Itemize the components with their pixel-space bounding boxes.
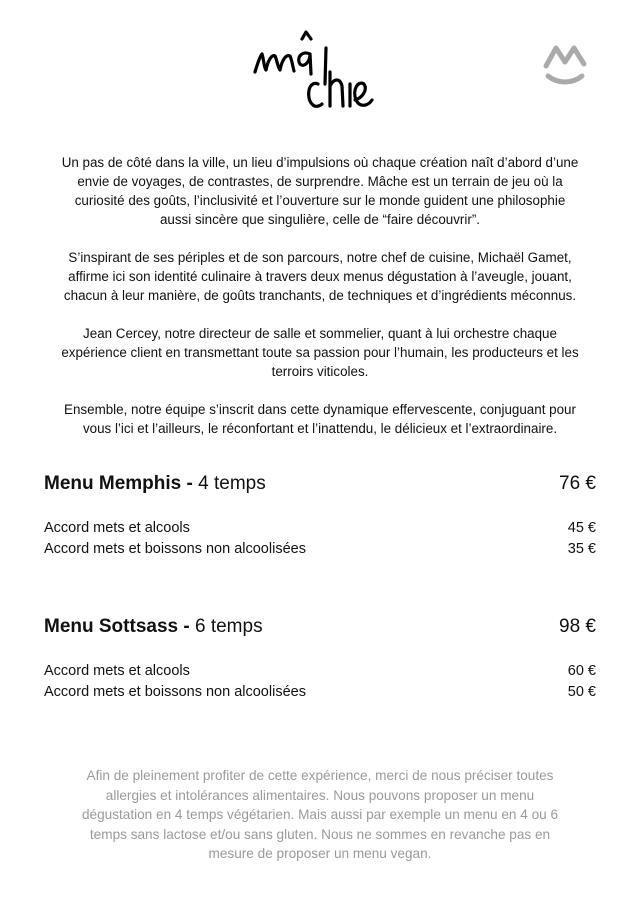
menu-title	[44, 472, 266, 496]
menu-title	[44, 615, 263, 639]
pairing-row	[44, 518, 596, 539]
text-line: terroirs viticoles.	[271, 364, 369, 379]
intro-paragraph	[20, 153, 620, 229]
pairing-row	[44, 682, 596, 703]
pairing-label: Accord mets et alcools	[44, 663, 190, 679]
menu-courses: 4 temps	[192, 473, 266, 494]
mache-logo	[250, 24, 390, 124]
text-line: affirme ici son identité culinaire à travers deux menus dégustation à l’aveugle, jouant,	[68, 269, 572, 284]
text-line: expérience client en transmettant toute sa passion pour l’humain, les producteurs et les	[61, 345, 579, 360]
pairing-label: Accord mets et alcools	[44, 520, 190, 536]
text-line: envie de voyages, de contrastes, de surprendre. Mâche est un terrain de jeu où la	[77, 174, 563, 189]
text-line: curiosité des goûts, l’inclusivité et l’ouverture sur le monde guident une philosophie	[74, 193, 566, 208]
pairing-row	[44, 539, 596, 560]
menu-memphis	[44, 472, 596, 560]
intro-paragraph	[20, 248, 620, 305]
text-line: mesure de proposer un menu vegan.	[208, 846, 432, 861]
menu-sottsass	[44, 615, 596, 703]
menu-courses: 6 temps	[189, 616, 263, 637]
text-line: Ensemble, notre équipe s’inscrit dans cette dynamique effervescente, conjuguant pour	[64, 402, 576, 417]
pairing-label: Accord mets et boissons non alcoolisées	[44, 684, 306, 700]
text-line: S’inspirant de ses périples et de son parcours, notre chef de cuisine, Michaël Gamet,	[68, 250, 572, 265]
intro-paragraph	[20, 400, 620, 438]
menu-name: Menu Sottsass -	[44, 616, 190, 637]
text-line: aussi sincère que singulière, celle de “faire découvrir”.	[159, 212, 481, 227]
pairing-price: 60 €	[567, 663, 596, 679]
text-line: temps sans lactose et/ou sans gluten. Nous ne sommes en revanche pas en	[89, 826, 551, 842]
pairing-row	[44, 661, 596, 682]
text-line: vous l’ici et l’ailleurs, le réconfortant et l’inattendu, le délicieux et l’extraordinaire.	[82, 421, 558, 436]
menu-name: Menu Memphis -	[44, 473, 193, 494]
text-line: allergies et intolérances alimentaires. Nous pouvons proposer un menu	[105, 787, 535, 803]
pairing-price: 35 €	[567, 541, 596, 557]
intro-paragraph	[20, 324, 620, 381]
menu-price: 98 €	[559, 616, 596, 637]
text-line: chacun à leur manière, de goûts tranchants, de techniques et d’ingrédients méconnus.	[63, 288, 577, 303]
intro-text	[20, 153, 620, 457]
text-line: Afin de pleinement profiter de cette expérience, merci de nous préciser toutes	[86, 768, 554, 783]
text-line: Un pas de côté dans la ville, un lieu d’impulsions où chaque création naît d’abord d’une	[61, 155, 579, 170]
text-line: Jean Cercey, notre directeur de salle et sommelier, quant à lui orchestre chaque	[83, 326, 557, 341]
text-line: dégustation en 4 temps végétarien. Mais aussi par exemple un menu en 4 ou 6	[81, 807, 559, 822]
menu-price: 76 €	[559, 473, 596, 494]
pairing-price: 45 €	[567, 520, 596, 536]
dietary-note	[40, 766, 600, 864]
pairing-price: 50 €	[567, 684, 596, 700]
brand-mark-icon	[540, 40, 590, 90]
pairing-label: Accord mets et boissons non alcoolisées	[44, 541, 306, 557]
